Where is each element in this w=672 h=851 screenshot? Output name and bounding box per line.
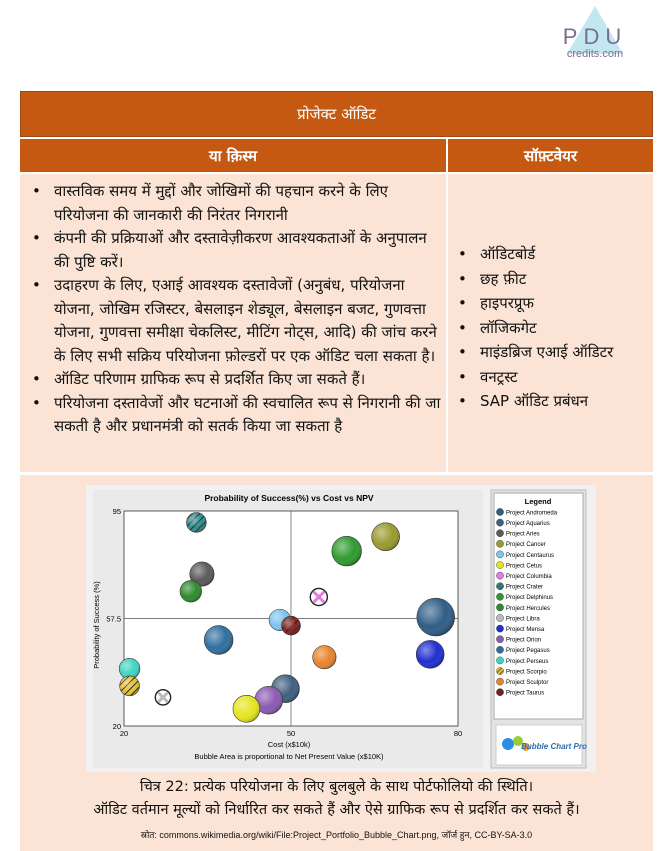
- type-item: • कंपनी की प्रक्रियाओं और दस्तावेज़ीकरण आवश्यकताओं के अनुपालन की पुष्टि करें।: [28, 227, 442, 274]
- legend-label: Project Hercules: [506, 605, 551, 612]
- software-item: • ऑडिटबोर्ड: [454, 242, 654, 267]
- software-item: • हाइपरप्रूफ: [454, 291, 654, 316]
- y-tick-label: 95: [112, 507, 121, 516]
- legend-label: Project Cancer: [506, 542, 546, 549]
- legend-item: [496, 508, 557, 516]
- legend-marker: [496, 508, 503, 515]
- legend-label: Project Scorpio: [506, 669, 547, 676]
- table-body-row: [20, 174, 653, 472]
- bubble: [313, 646, 336, 669]
- legend-marker: [496, 678, 503, 685]
- legend-marker: [496, 561, 503, 568]
- type-item: • ऑडिट परिणाम ग्राफिक रूप से प्रदर्शित किए जा सकते हैं।: [28, 368, 442, 392]
- figure-caption-line1: चित्र 22: प्रत्येक परियोजना के लिए बुलबुले के साथ पोर्टफोलियो की स्थिति।: [139, 779, 534, 795]
- legend-label: Project Aries: [506, 531, 540, 538]
- bubble: [120, 676, 140, 696]
- legend-label: Project Orion: [506, 637, 542, 644]
- legend-marker: [496, 604, 503, 611]
- legend-marker: [496, 625, 503, 632]
- y-tick-label: 57.5: [106, 614, 121, 624]
- software-item: • वनट्रस्ट: [454, 365, 654, 390]
- legend-label: Project Columbia: [506, 574, 552, 580]
- legend-label: Project Pegasus: [506, 648, 550, 655]
- software-item: • SAP ऑडिट प्रबंधन: [454, 389, 654, 414]
- software-item: • छह फ़ीट: [454, 267, 654, 292]
- y-axis-label: Probability of Success (%): [92, 581, 101, 669]
- software-cell: [448, 174, 653, 472]
- x-tick-label: 80: [453, 729, 463, 738]
- brand-text: Bubble Chart Pro: [521, 742, 587, 751]
- legend-item: [496, 551, 554, 559]
- bubble: [416, 640, 444, 668]
- plot-area: [106, 507, 462, 738]
- table-header-row: [20, 139, 653, 172]
- legend-label: Project Delphinus: [506, 595, 554, 602]
- column-header-software: सॉफ़्टवेयर: [524, 146, 577, 165]
- software-list: [454, 242, 654, 414]
- type-item: • वास्तविक समय में मुद्दों और जोखिमों की पहचान करने के लिए परियोजना की जानकारी की निरंतर निगरानी: [28, 180, 442, 227]
- bubble-chart-pro-logo: [496, 725, 587, 765]
- bubble: [186, 513, 206, 533]
- legend-marker: [496, 657, 503, 664]
- legend-marker: [496, 646, 503, 653]
- figure-caption-line2: ऑडिट वर्तमान मूल्यों को निर्धारित कर सकते हैं और ऐसे ग्राफिक रूप से प्रदर्शित कर सकते हैं।: [93, 802, 580, 818]
- legend-label: Project Perseus: [506, 658, 549, 665]
- y-tick-label: 20: [112, 722, 121, 731]
- x-axis-label: Cost (x$10k): [267, 740, 311, 749]
- bubble: [417, 598, 455, 636]
- legend-marker: [496, 572, 503, 579]
- software-item: • माइंडब्रिज एआई ऑडिटर: [454, 340, 654, 365]
- table-title: प्रोजेक्ट ऑडिट: [20, 91, 653, 137]
- legend-marker: [496, 519, 503, 526]
- source-credit: स्रोत: commons.wikimedia.org/wiki/File:Project_Portfolio_Bubble_Chart.png, जॉर्ज हुन, CC-BY-SA-3.0: [140, 830, 533, 840]
- legend-label: Project Aquarius: [506, 521, 550, 527]
- legend-label: Project Mensa: [506, 627, 545, 633]
- type-item: • उदाहरण के लिए, एआई आवश्यक दस्तावेजों (अनुबंध, परियोजना योजना, जोखिम रजिस्टर, बेसलाइन शेड्यूल, बेसलाइन बजट, गुणवत्ता योजना, गुणवत्ता समीक्षा चेकलिस्ट, मीटिंग नोट्स, आदि) की जांच करने के लिए सभी सक्रिय परियोजना फ़ोल्डरों पर एक ऑडिट चला सकता है।: [28, 274, 442, 368]
- type-cell: [20, 174, 448, 472]
- bubble: [233, 695, 260, 722]
- pdu-credits-logo: [545, 4, 645, 68]
- legend-label: Project Crater: [506, 584, 544, 591]
- bubble: [155, 690, 170, 705]
- legend-marker: [496, 614, 503, 621]
- legend-label: Project Centaurus: [506, 552, 555, 559]
- type-list: [28, 180, 442, 439]
- bubble: [180, 580, 202, 602]
- bubble: [332, 536, 362, 566]
- bubble-chart: [86, 485, 596, 772]
- bubble: [372, 523, 400, 551]
- legend-label: Project Libra: [506, 616, 540, 623]
- legend-marker: [496, 530, 503, 537]
- logo-letters: PDU: [562, 24, 628, 49]
- software-item: • लॉजिकगेट: [454, 316, 654, 341]
- legend-marker: [496, 551, 503, 558]
- bubble-chart-svg: [86, 485, 596, 772]
- legend-marker: [496, 583, 503, 590]
- legend-marker: [496, 636, 503, 643]
- logo-subtitle: credits.com: [566, 48, 624, 60]
- legend-marker: [496, 689, 503, 696]
- bubble-area-note: Bubble Area is proportional to Net Present Value (x$10K): [194, 752, 384, 761]
- chart-title: Probability of Success(%) vs Cost vs NPV: [204, 493, 374, 503]
- column-header-type: या क़िस्म: [20, 139, 448, 172]
- legend-marker: [496, 540, 503, 547]
- type-item: • परियोजना दस्तावेजों और घटनाओं की स्वचालित रूप से निगरानी की जा सकती है और प्रधानमंत्री को सतर्क किया जा सकता है: [28, 392, 442, 439]
- legend-label: Project Andromeda: [506, 510, 558, 517]
- x-tick-label: 50: [286, 729, 296, 738]
- bubble: [310, 588, 327, 605]
- bubble: [282, 616, 301, 635]
- legend-label: Project Taurus: [506, 690, 545, 697]
- legend-title: Legend: [524, 497, 552, 506]
- legend-marker: [496, 667, 503, 674]
- legend-marker: [496, 593, 503, 600]
- legend-label: Project Cetus: [506, 563, 543, 570]
- x-tick-label: 20: [119, 729, 129, 738]
- bubble: [204, 626, 233, 655]
- legend-label: Project Sculptor: [506, 680, 549, 686]
